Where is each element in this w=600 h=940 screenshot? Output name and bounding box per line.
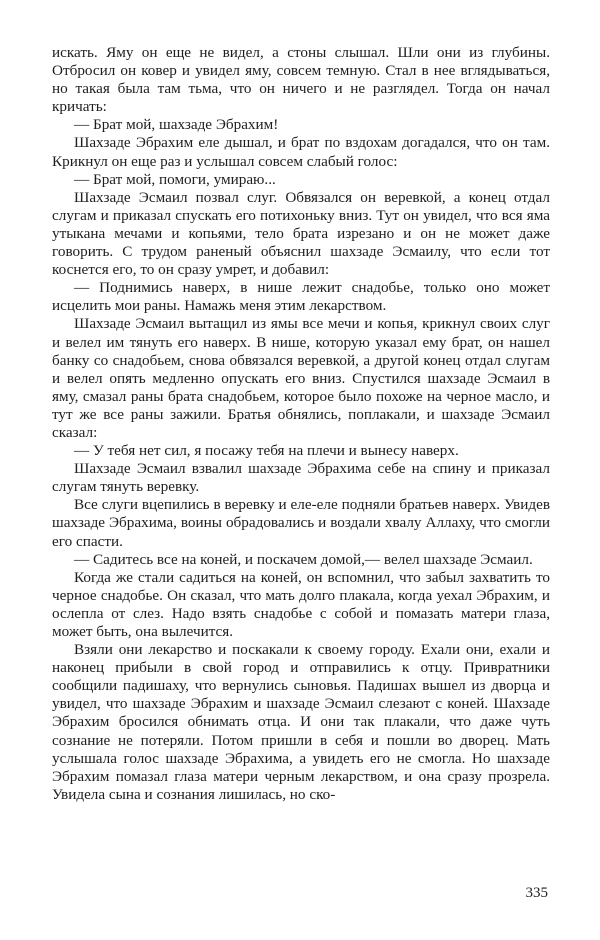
- paragraph-8: — У тебя нет сил, я посажу тебя на плечи и вынесу наверх.: [74, 442, 459, 460]
- paragraph-13: Взяли они лекарство и поскакали к своему городу. Ехали они, ехали и наконец прибыли в свой город и отправились к отцу. Привратники сообщили падишаху, что вернулись сыновья. Падишах вышел из дворца и увидел, что шахзаде Эбрахим и шахзаде Эсмаил слезают с коней. Шахзаде Эбрахим бросился обнимать отца. И они так плакали, что даже чуть сознание не потеряли. Потом пришли в себя и пошли во дворец. Мать услышала голос шахзаде Эбрахима, а увидеть его не смогла. Но шахзаде Эбрахим помазал глаза матери черным лекарством, и она сразу прозрела. Увидела сына и сознания лишилась, но ско-: [52, 641, 550, 803]
- paragraph-10: Все слуги вцепились в веревку и еле-еле подняли братьев наверх. Увидев шахзаде Эбрахима, воины обрадовались и воздали хвалу Аллаху, что смогли его спасти.: [52, 496, 550, 550]
- paragraph-2: — Брат мой, шахзаде Эбрахим!: [74, 116, 279, 134]
- paragraph-12: Когда же стали садиться на коней, он вспомнил, что забыл захватить то черное снадобье. Он сказал, что мать долго плакала, когда уехал Эбрахим, и ослепла от слез. Надо взять снадобье с собой и помазать матери глаза, может быть, она вылечится.: [52, 568, 550, 640]
- paragraph-1: искать. Яму он еще не видел, а стоны слышал. Шли они из глубины. Отбросил он ковер и увидел яму, совсем темную. Стал в нее вглядываться, но такая была там тьма, что он ничего и не разглядел. Тогда он начал кричать:: [52, 44, 550, 116]
- paragraph-3: Шахзаде Эбрахим еле дышал, и брат по вздохам догадался, что он там. Крикнул он еще раз и услышал совсем слабый голос:: [52, 134, 550, 170]
- paragraph-7: Шахзаде Эсмаил вытащил из ямы все мечи и копья, крикнул своих слуг и велел им тянуть его наверх. В нише, которую указал ему брат, он нашел банку со снадобьем, снова обвязался веревкой, а другой конец отдал слугам и велел опять медленно опускать его вниз. Спустился шахзаде Эсмаил в яму, смазал раны брата снадобьем, которое было похоже на черное масло, и тут же все раны зажили. Братья обнялись, поплакали, и шахзаде Эсмаил сказал:: [52, 315, 550, 441]
- book-page: [52, 44, 550, 804]
- paragraph-4: — Брат мой, помоги, умираю...: [74, 170, 276, 188]
- paragraph-6: — Поднимись наверх, в нише лежит снадобье, только оно может исцелить мои раны. Намажь меня этим лекарством.: [52, 279, 550, 315]
- paragraph-9: Шахзаде Эсмаил взвалил шахзаде Эбрахима себе на спину и приказал слугам тянуть веревку.: [52, 460, 550, 496]
- paragraph-5: Шахзаде Эсмаил позвал слуг. Обвязался он веревкой, а конец отдал слугам и приказал спускать его потихоньку вниз. Тут он увидел, что вся яма утыкана мечами и копьями, тело брата изрезано и он не может даже говорить. С трудом раненый объяснил шахзаде Эсмаилу, что если тот коснется его, то он сразу умрет, и добавил:: [52, 188, 550, 279]
- paragraph-11: — Садитесь все на коней, и поскачем домой,— велел шахзаде Эсмаил.: [74, 550, 533, 568]
- page-number: 335: [525, 885, 548, 901]
